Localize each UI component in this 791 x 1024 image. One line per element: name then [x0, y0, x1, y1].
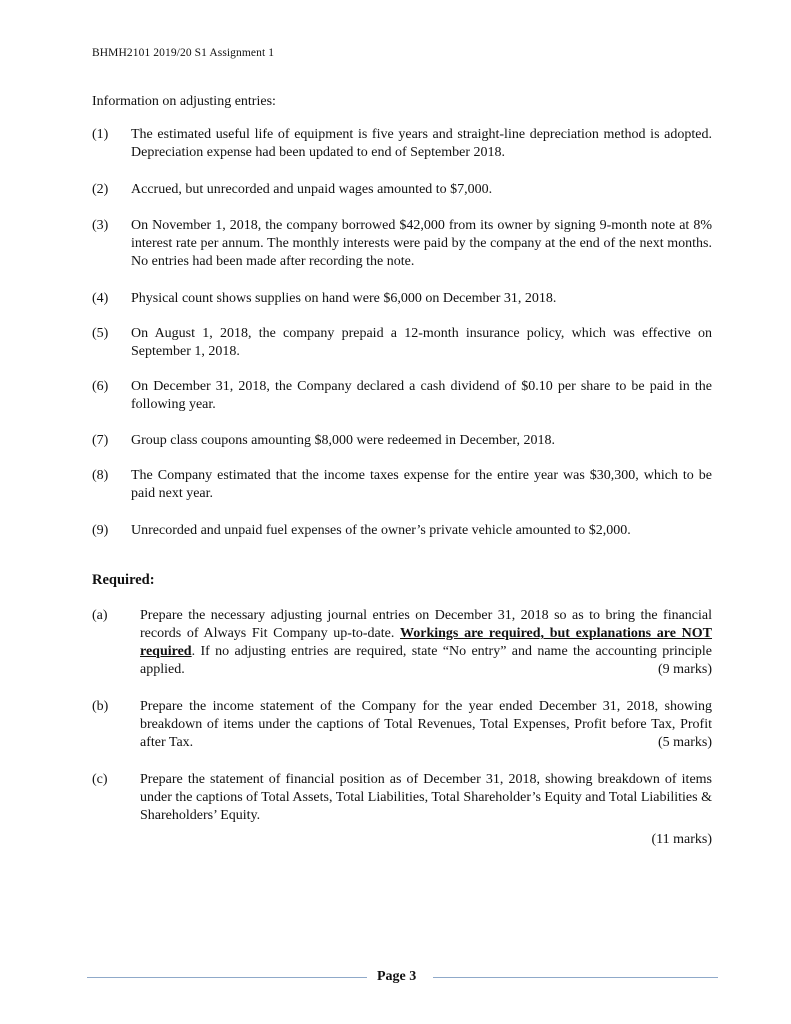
- requirement-a: [92, 607, 712, 679]
- list-item: [92, 181, 712, 199]
- requirement-text-part: Prepare the statement of financial position as of December 31, 2018, showing breakdown of items under the captions of Total Assets, Total Liabilities, Total Shareholder’s Equity and Total Liabilities & Shareholders’ Equity.: [140, 772, 712, 823]
- required-heading: Required:: [92, 572, 155, 588]
- list-item: [92, 432, 712, 450]
- item-text: Physical count shows supplies on hand were $6,000 on December 31, 2018.: [131, 291, 557, 306]
- item-text: The estimated useful life of equipment is five years and straight-line depreciation method is adopted. Depreciation expense had been updated to end of September 2018.: [131, 127, 712, 160]
- list-item: [92, 467, 712, 503]
- document-header: BHMH2101 2019/20 S1 Assignment 1: [92, 47, 275, 59]
- item-number: (4): [92, 291, 109, 306]
- requirement-emphasis: Workings are required, but explanations are NOT required: [140, 626, 712, 659]
- footer-rule-right: [433, 977, 718, 978]
- requirement-text: [140, 771, 712, 849]
- requirement-text-part: Prepare the income statement of the Company for the year ended December 31, 2018, showing breakdown of items under the captions of Total Revenues, Total Expenses, Profit before Tax, Profit after Tax.: [140, 699, 712, 750]
- item-number: (6): [92, 379, 109, 394]
- requirement-c: [92, 771, 712, 849]
- list-item: [92, 217, 712, 271]
- list-item: [92, 522, 712, 540]
- footer-rule-left: [87, 977, 367, 978]
- requirement-text: [140, 607, 712, 679]
- item-number: (1): [92, 127, 109, 142]
- item-text: On November 1, 2018, the company borrowed $42,000 from its owner by signing 9-month note at 8% interest rate per annum. The monthly interests were paid by the company at the end of the next months. No entries had been made after recording the note.: [131, 218, 712, 269]
- page-number: Page 3: [377, 969, 417, 984]
- requirement-marks: (11 marks): [651, 832, 712, 847]
- item-number: (2): [92, 182, 109, 197]
- item-text: Accrued, but unrecorded and unpaid wages amounted to $7,000.: [131, 182, 493, 197]
- list-item: [92, 290, 712, 308]
- list-item: [92, 378, 712, 414]
- requirement-text: [140, 698, 712, 752]
- list-item: [92, 325, 712, 361]
- item-text: On August 1, 2018, the company prepaid a 12-month insurance policy, which was effective on September 1, 2018.: [131, 326, 712, 359]
- item-text: On December 31, 2018, the Company declared a cash dividend of $0.10 per share to be paid in the following year.: [131, 379, 712, 412]
- item-text: The Company estimated that the income taxes expense for the entire year was $30,300, which to be paid next year.: [131, 468, 712, 501]
- section-intro: Information on adjusting entries:: [92, 94, 276, 109]
- item-text: Group class coupons amounting $8,000 were redeemed in December, 2018.: [131, 433, 555, 448]
- item-number: (3): [92, 218, 109, 233]
- item-number: (7): [92, 433, 109, 448]
- requirement-number: (a): [92, 608, 108, 623]
- item-number: (8): [92, 468, 109, 483]
- item-number: (9): [92, 523, 109, 538]
- requirement-text-part: Prepare the necessary adjusting journal entries on December 31, 2018 so as to bring the financial records of Always Fit Company up-to-date.: [140, 608, 712, 641]
- requirement-marks: (5 marks): [657, 735, 712, 750]
- requirement-marks: (9 marks): [657, 662, 712, 677]
- requirement-number: (b): [92, 699, 109, 714]
- item-text: Unrecorded and unpaid fuel expenses of the owner’s private vehicle amounted to $2,000.: [131, 523, 631, 538]
- requirement-b: [92, 698, 712, 752]
- requirement-text-part: . If no adjusting entries are required, state “No entry” and name the accounting principle applied.: [140, 644, 712, 677]
- list-item: [92, 126, 712, 162]
- item-number: (5): [92, 326, 109, 341]
- requirement-number: (c): [92, 772, 108, 787]
